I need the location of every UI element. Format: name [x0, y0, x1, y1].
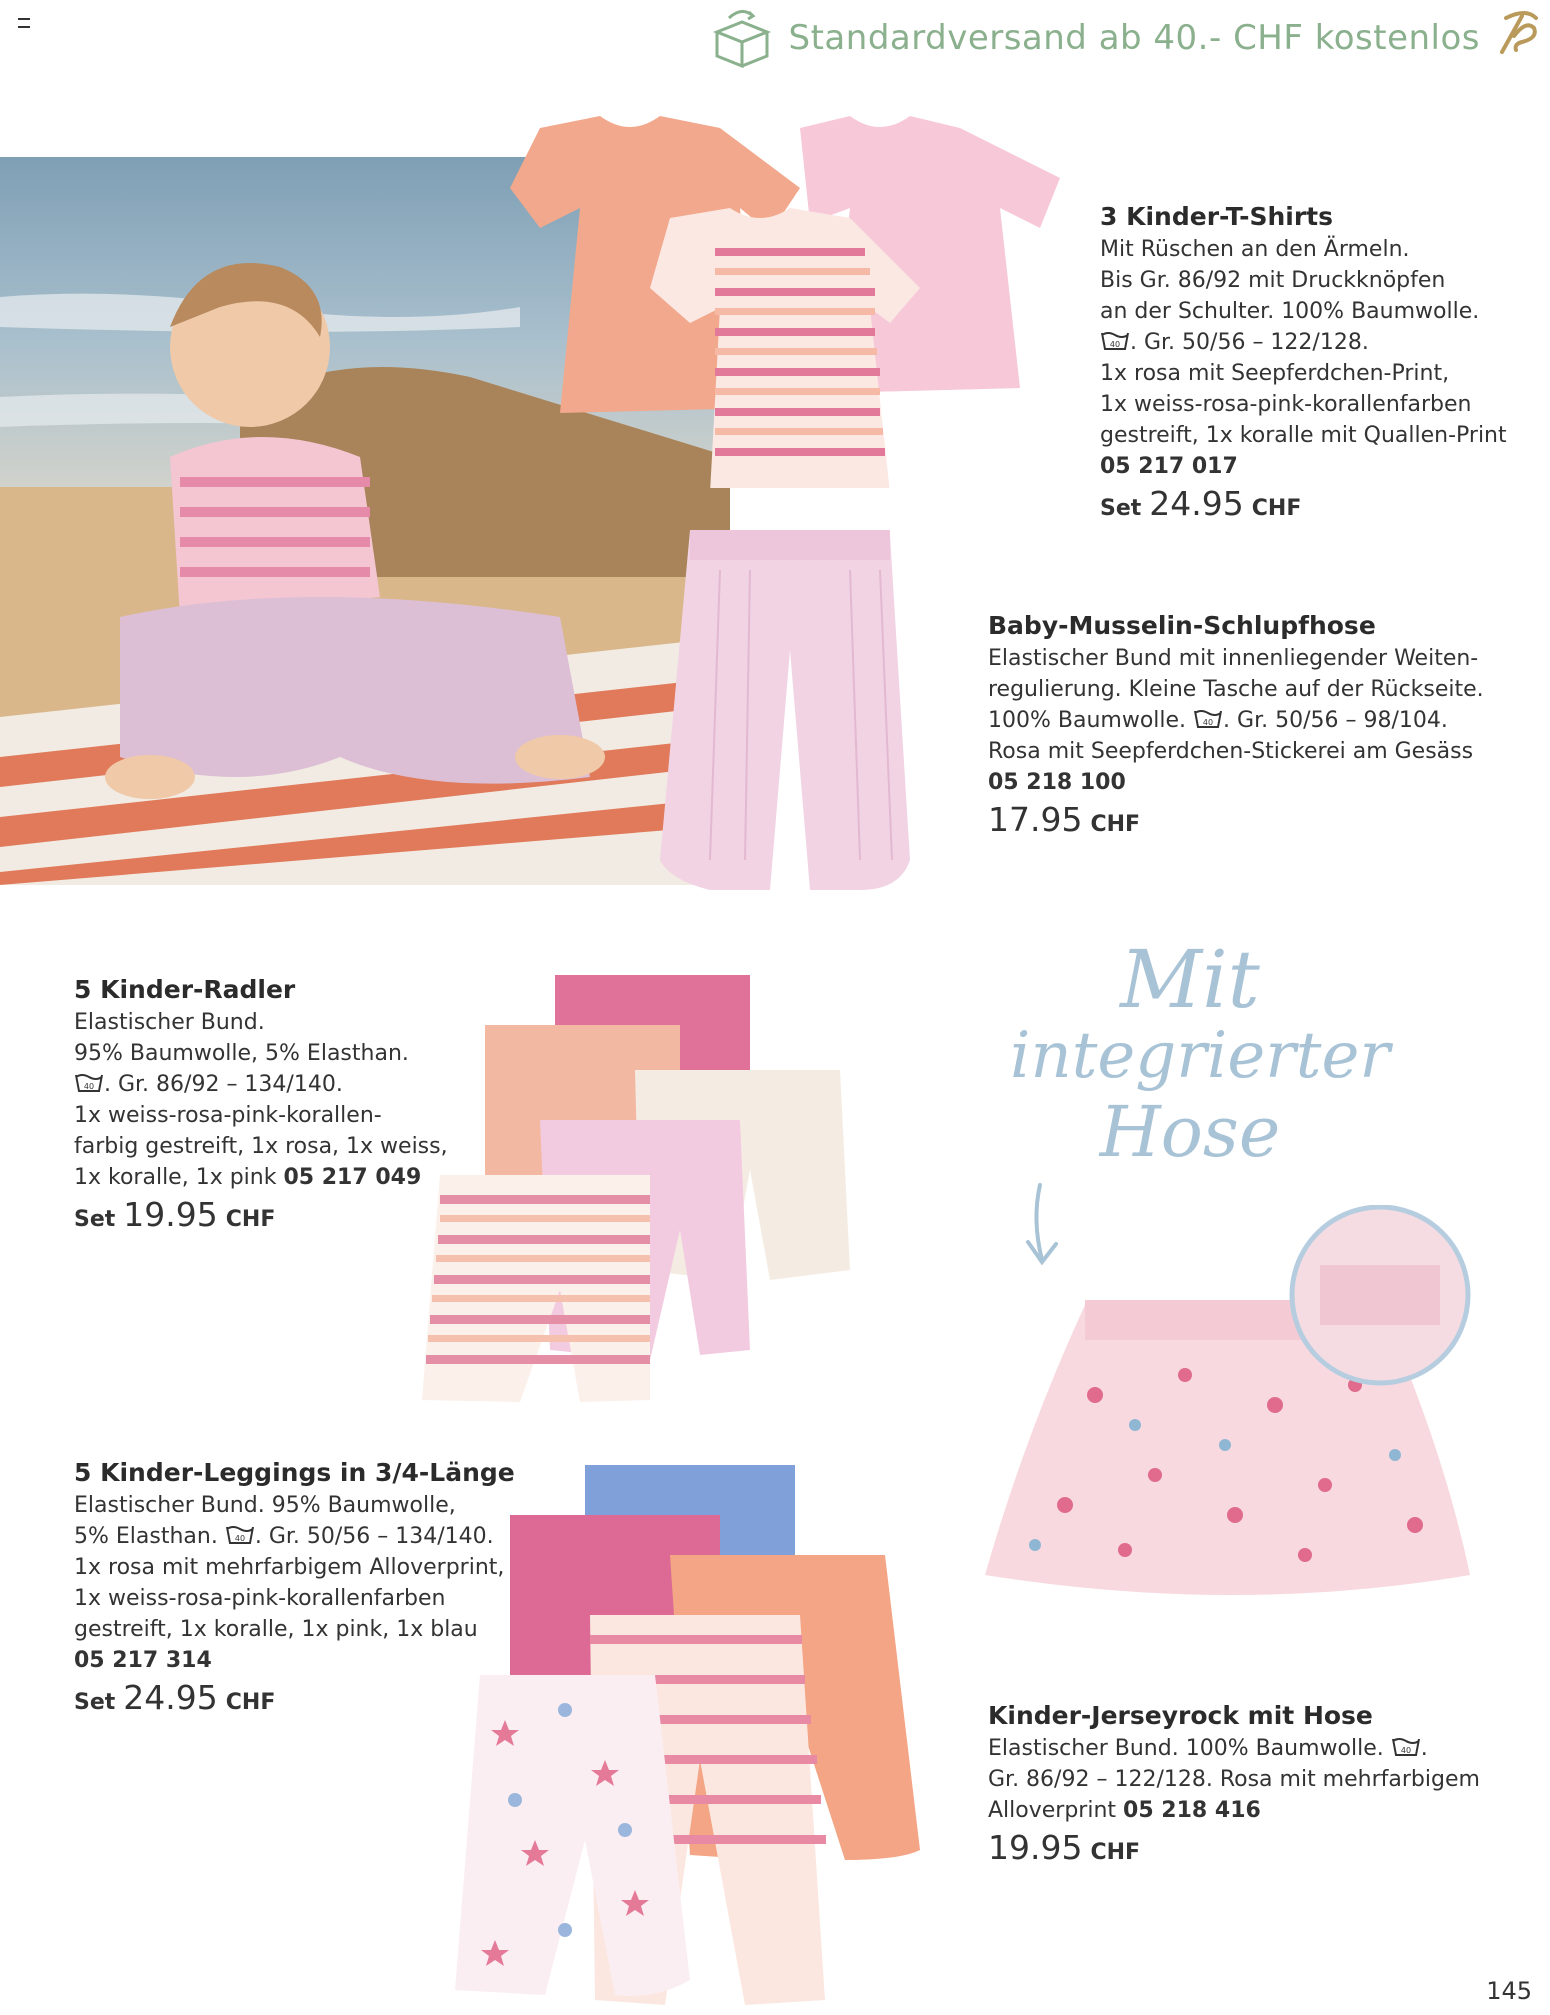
product-code: 05 217 049	[283, 1165, 422, 1190]
price	[988, 800, 1484, 840]
product-title: 3 Kinder-T-Shirts	[1100, 202, 1334, 231]
product-desc-line: 1x rosa mit mehrfarbigem Alloverprint,	[74, 1555, 505, 1580]
product-title: Baby-Musselin-Schlupfhose	[988, 611, 1376, 640]
material: Elastischer Bund. 100% Baumwolle.	[988, 1736, 1384, 1761]
print-desc: Alloverprint	[988, 1798, 1117, 1823]
size-range: . Gr. 50/56 – 122/128.	[1130, 330, 1369, 355]
price	[1100, 484, 1507, 524]
tshirts-image	[500, 108, 1080, 488]
brand-logo-icon	[1492, 6, 1544, 58]
price-value: 19.95	[123, 1195, 218, 1234]
jersey-skirt-image	[975, 1205, 1485, 1625]
callout-line: integrierter	[1010, 1019, 1390, 1093]
price-prefix: Set	[74, 1690, 116, 1715]
product-desc-line: 95% Baumwolle, 5% Elasthan.	[74, 1041, 409, 1066]
product-title: 5 Kinder-Radler	[74, 975, 296, 1004]
product-desc-line: Gr. 86/92 – 122/128. Rosa mit mehrfarbigem	[988, 1767, 1480, 1792]
price-currency: CHF	[1251, 496, 1302, 521]
page-number: 145	[1486, 1977, 1532, 2005]
product-title: Kinder-Jerseyrock mit Hose	[988, 1701, 1373, 1730]
radler-shorts-image	[410, 970, 860, 1410]
colour-list: 1x koralle, 1x pink	[74, 1165, 277, 1190]
price-currency: CHF	[225, 1207, 276, 1232]
product-desc-line: Bis Gr. 86/92 mit Druckknöpfen	[1100, 268, 1446, 293]
product-jersey-skirt	[988, 1699, 1480, 1868]
product-desc-line: gestreift, 1x koralle, 1x pink, 1x blau	[74, 1617, 478, 1642]
product-desc-line	[74, 1162, 448, 1193]
size-range: . Gr. 50/56 – 98/104.	[1223, 708, 1448, 733]
price-value: 19.95	[988, 1828, 1083, 1867]
product-wash-line	[988, 705, 1484, 736]
svg-text:40: 40	[1400, 1746, 1411, 1755]
svg-text:40: 40	[234, 1534, 245, 1543]
product-code: 05 217 314	[74, 1648, 212, 1673]
wash-40-icon	[1391, 1736, 1421, 1758]
product-desc-line: 1x weiss-rosa-pink-korallenfarben	[74, 1586, 446, 1611]
product-wash-line	[74, 1069, 448, 1100]
product-wash-line	[1100, 327, 1507, 358]
callout-line: Mit	[1120, 933, 1260, 1026]
product-desc-line: Elastischer Bund. 95% Baumwolle,	[74, 1493, 456, 1518]
product-title: 5 Kinder-Leggings in 3/4-Länge	[74, 1458, 515, 1487]
product-desc-line: Elastischer Bund mit innenliegender Weiten-	[988, 646, 1479, 671]
price-currency: CHF	[225, 1690, 276, 1715]
product-desc-line: Mit Rüschen an den Ärmeln.	[1100, 237, 1410, 262]
muslin-pants-image	[660, 530, 920, 910]
wash-40-icon	[74, 1072, 104, 1094]
price-value: 24.95	[1149, 484, 1244, 523]
product-code: 05 218 100	[988, 770, 1126, 795]
product-desc-line: 1x rosa mit Seepferdchen-Print,	[1100, 361, 1450, 386]
product-wash-line	[988, 1733, 1480, 1764]
leggings-image	[445, 1460, 925, 2010]
svg-text:40: 40	[83, 1082, 95, 1091]
wash-suffix: .	[1420, 1736, 1428, 1761]
price	[988, 1828, 1480, 1868]
product-desc-line: Rosa mit Seepferdchen-Stickerei am Gesäss	[988, 739, 1474, 764]
material: 100% Baumwolle.	[988, 708, 1187, 733]
callout-line: Hose	[1099, 1091, 1281, 1173]
svg-text:40: 40	[1109, 340, 1121, 349]
svg-text:40: 40	[1202, 718, 1214, 727]
size-range: . Gr. 86/92 – 134/140.	[104, 1072, 343, 1097]
shipping-text: Standardversand ab 40.- CHF kostenlos	[788, 18, 1480, 58]
price-value: 24.95	[123, 1678, 218, 1717]
product-desc-line: 1x weiss-rosa-pink-korallenfarben	[1100, 392, 1472, 417]
product-radler	[74, 973, 448, 1235]
price-prefix: Set	[1100, 496, 1142, 521]
material: 5% Elasthan.	[74, 1524, 218, 1549]
wash-40-icon	[1100, 330, 1130, 352]
price	[74, 1195, 448, 1235]
product-desc-line: 1x weiss-rosa-pink-korallen-	[74, 1103, 382, 1128]
product-desc-line: Elastischer Bund.	[74, 1010, 265, 1035]
size-range: . Gr. 50/56 – 134/140.	[254, 1524, 494, 1549]
price-value: 17.95	[988, 800, 1083, 839]
menu-icon[interactable]	[18, 18, 30, 28]
shipping-banner	[709, 8, 1480, 68]
wash-40-icon	[1193, 708, 1223, 730]
product-tshirts	[1100, 200, 1507, 524]
price-currency: CHF	[1090, 1840, 1141, 1865]
price-currency: CHF	[1090, 812, 1141, 837]
product-muslin-pants	[988, 609, 1484, 840]
product-desc-line: farbig gestreift, 1x rosa, 1x weiss,	[74, 1134, 448, 1159]
product-code: 05 218 416	[1123, 1798, 1261, 1823]
product-desc-line	[988, 1795, 1480, 1826]
product-desc-line: regulierung. Kleine Tasche auf der Rückseite.	[988, 677, 1484, 702]
product-desc-line: gestreift, 1x koralle mit Quallen-Print	[1100, 423, 1507, 448]
price-prefix: Set	[74, 1207, 116, 1232]
parcel-icon	[709, 8, 775, 68]
skirt-callout	[1010, 933, 1390, 1173]
wash-40-icon	[225, 1524, 255, 1546]
product-desc-line: an der Schulter. 100% Baumwolle.	[1100, 299, 1480, 324]
product-code: 05 217 017	[1100, 454, 1238, 479]
